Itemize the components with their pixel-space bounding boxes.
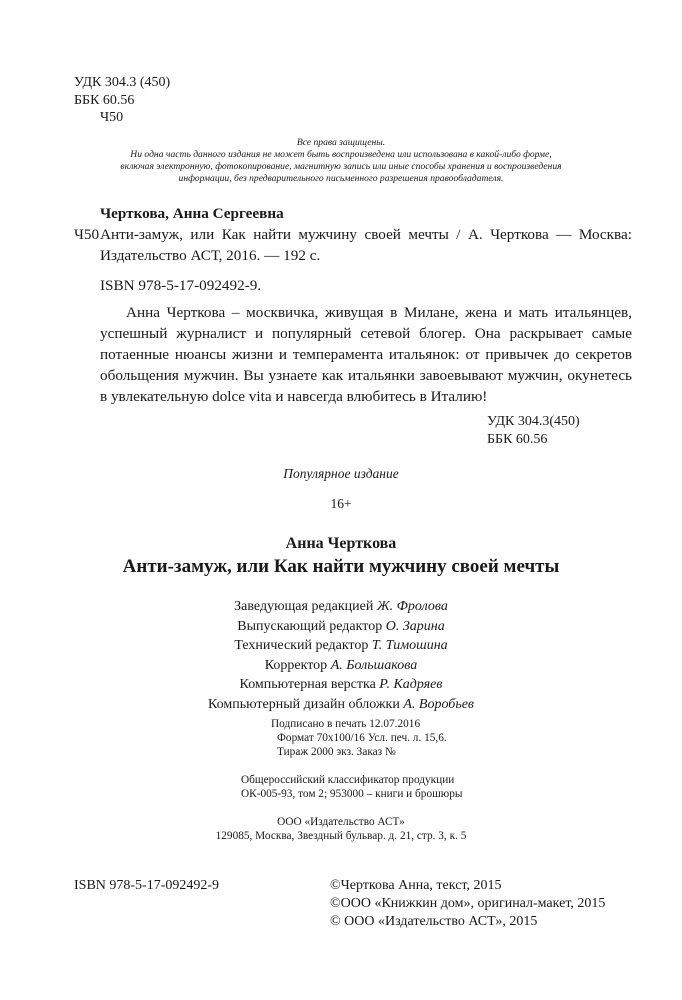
staff-name: О. Зарина [385,618,445,634]
book-title: Анти-замуж, или Как найти мужчину своей мечты [122,556,560,577]
staff-name: А. Большакова [330,657,418,673]
rights-line: Ни одна часть данного издания не может быть воспроизведена или использована в какой-либо форме, [130,149,552,160]
staff-line [0,597,682,617]
staff-line [0,695,682,715]
publisher-name: ООО «Издательство АСТ» [277,816,405,828]
staff-name: Ж. Фролова [376,599,448,614]
rights-line: Все права защищены. [296,137,386,148]
print-format: Формат 70х100/16 Усл. печ. л. 15,6. [277,732,447,744]
staff-name: Р. Кадряев [379,677,443,692]
staff-role: Выпускающий редактор [237,618,386,634]
staff-list [0,597,682,714]
classifier-line2: ОК-005-93, том 2; 953000 – книги и брошюры [241,788,463,800]
staff-name: А. Воробьев [403,696,474,712]
bibliography-code: Ч50 [74,226,100,243]
bbk-code-top: ББК 60.56 [74,93,135,108]
bbk-code-bottom: ББК 60.56 [487,432,548,447]
age-rating: 16+ [330,496,352,511]
staff-role: Технический редактор [234,638,372,653]
copyright-line: © ООО «Издательство АСТ», 2015 [330,914,538,929]
book-author: Анна Черткова [285,535,397,552]
print-run: Тираж 2000 экз. Заказ № [277,746,396,758]
staff-line [0,636,682,656]
footer-isbn: ISBN 978-5-17-092492-9 [74,878,220,893]
staff-role: Заведующая редакцией [234,599,377,614]
staff-role: Компьютерная верстка [239,677,380,692]
copyright-line: ©ООО «Книжкин дом», оригинал-макет, 2015 [330,896,606,911]
rights-line: информации, без предварительного письменного разрешения правообладателя. [178,173,504,184]
edition-type: Популярное издание [283,466,399,481]
classifier-line1: Общероссийский классификатор продукции [241,774,455,786]
staff-line [0,656,682,676]
staff-role: Компьютерный дизайн обложки [208,696,404,712]
author-mark-top: Ч50 [100,110,124,125]
staff-line [0,675,682,695]
copyright-line: ©Черткова Анна, текст, 2015 [330,878,502,893]
bibliography-entry-line2: Издательство АСТ, 2016. — 192 с. [100,247,321,264]
bibliography-isbn: ISBN 978-5-17-092492-9. [100,277,262,294]
udk-code-top: УДК 304.3 (450) [74,75,171,90]
bibliography-entry-line1: Анти-замуж, или Как найти мужчину своей мечты / А. Черткова — Москва: [100,226,632,243]
annotation [100,302,632,407]
print-signed: Подписано в печать 12.07.2016 [271,718,421,730]
staff-role: Корректор [264,657,331,673]
staff-line [0,617,682,637]
publisher-address: 129085, Москва, Звездный бульвар. д. 21, стр. 3, к. 5 [215,830,467,842]
staff-name: Т. Тимошина [371,638,448,653]
rights-line: включая электронную, фотокопирование, магнитную запись или иные способы хранения и воспроизведения [120,161,562,172]
annotation-text: Анна Черткова – москвичка, живущая в Милане, жена и мать итальянцев, успешный журналист и популярный сетевой блогер. Она раскрывает самые потаенные нюансы жизни и темперамента итальянок: от привычек до секретов обольщения мужчин. Вы узнаете как итальянки завоевывают мужчин, окунетесь в увлекательную dolce vita и навсегда влюбитесь в Италию! [100,304,632,405]
udk-code-bottom: УДК 304.3(450) [487,414,580,429]
bibliography-author: Черткова, Анна Сергеевна [100,205,284,222]
rights-notice [0,137,682,185]
